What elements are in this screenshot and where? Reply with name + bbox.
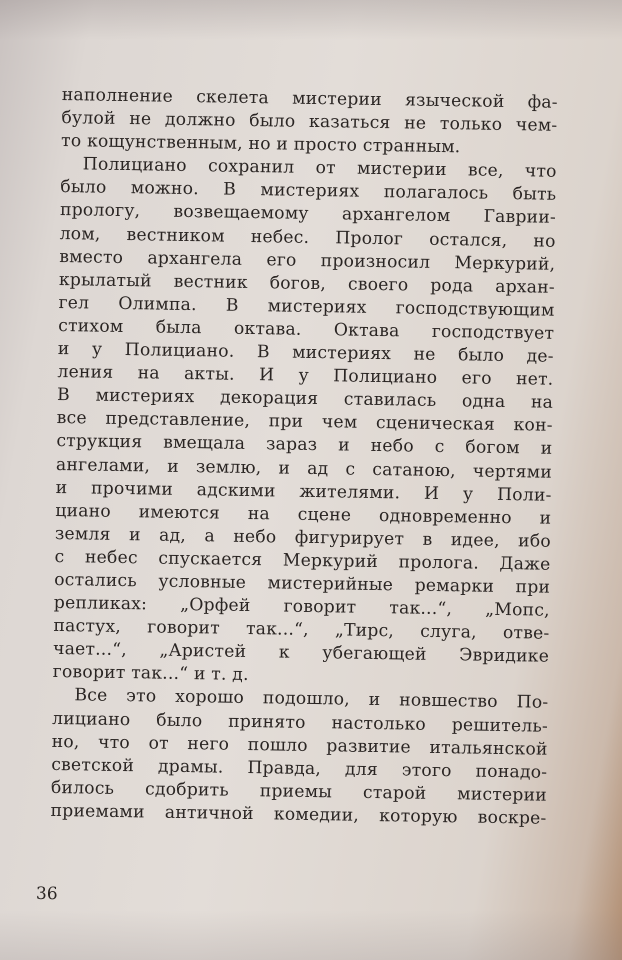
text-line: все представление, при чем сценическая кон- bbox=[56, 408, 553, 437]
page-number: 36 bbox=[35, 883, 58, 905]
text-line: прологу, возвещаемому архангелом Гаврии- bbox=[59, 200, 557, 229]
text-line: булой не должно было казаться не только чем- bbox=[61, 108, 558, 136]
text-line: и прочими адскими жителями. И у Поли- bbox=[55, 477, 552, 506]
text-line: но, что от него пошло развитие итальянской bbox=[51, 731, 548, 760]
text-line: говорит так...“ и т. д. bbox=[52, 662, 249, 686]
text-line: Полициано сохранил от мистерии все, что bbox=[82, 154, 557, 183]
text-line: лициано было принято настолько решитель- bbox=[51, 708, 549, 737]
text-line: Все это хорошо подошло, и новшество По- bbox=[74, 685, 549, 714]
text-line: пастух, говорит так...“, „Тирс, слуга, отве- bbox=[53, 616, 550, 644]
text-line: гел Олимпа. В мистериях господствующим bbox=[58, 292, 555, 321]
text-line: с небес спускается Меркурий пролога. Даже bbox=[54, 546, 551, 575]
page-shadow-top bbox=[0, 0, 622, 40]
page-shadow-bottom bbox=[0, 910, 622, 960]
text-line: земля и ад, а небо фигурирует в идее, ибо bbox=[54, 523, 552, 552]
text-line: и у Полициано. В мистериях не было де- bbox=[57, 338, 554, 367]
text-line: приемами античной комедии, которую воскре- bbox=[50, 800, 547, 829]
text-line: стихом была октава. Октава господствует bbox=[58, 315, 555, 344]
text-line: наполнение скелета мистерии языческой фа- bbox=[61, 84, 558, 113]
text-line: вместо архангела его произносил Меркурий, bbox=[59, 246, 556, 275]
text-line: ангелами, и землю, и ад с сатаною, чертями bbox=[55, 454, 553, 483]
text-line: светской драмы. Правда, для этого понадо- bbox=[51, 754, 548, 783]
text-line: репликах: „Орфей говорит так...“, „Мопс, bbox=[53, 592, 550, 621]
text-line: циано имеются на сцене одновременно и bbox=[55, 500, 552, 529]
text-line: лом, вестником небес. Пролог остался, но bbox=[59, 223, 556, 252]
text-line: струкция вмещала зараз и небо с богом и bbox=[56, 431, 553, 460]
text-line: билось сдобрить приемы старой мистерии bbox=[50, 777, 548, 806]
text-line: крылатый вестник богов, своего рода архан- bbox=[58, 269, 556, 298]
body-text bbox=[50, 84, 558, 831]
text-line: было можно. В мистериях полагалось быть bbox=[60, 177, 557, 206]
text-line: В мистериях декорация ставилась одна на bbox=[56, 385, 554, 413]
text-line: ления на акты. И у Полициано его нет. bbox=[57, 362, 554, 390]
text-line: чает...“, „Аристей к убегающей Эвридике bbox=[52, 639, 550, 667]
text-line: то кощунственным, но и просто странным. bbox=[60, 131, 461, 158]
text-line: остались условные мистерийные ремарки при bbox=[54, 569, 551, 598]
